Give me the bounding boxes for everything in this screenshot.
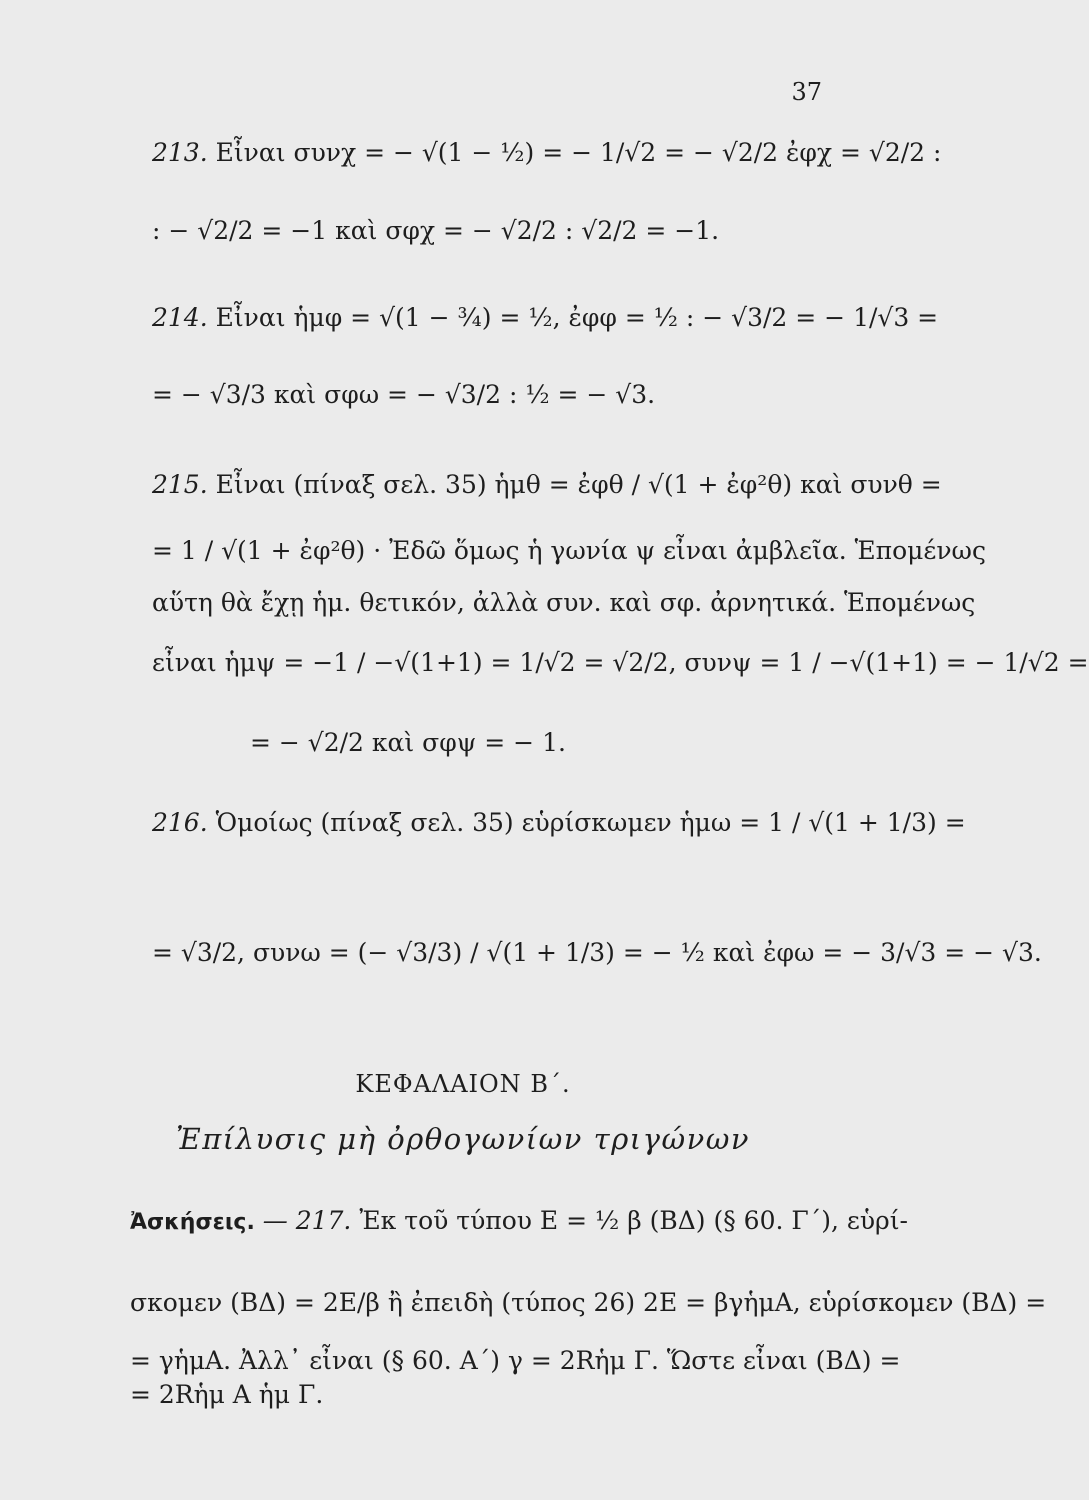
exercise-214-line-2 [152, 382, 655, 407]
exercise-217-line-4 [130, 1382, 323, 1407]
exercise-215-line-1 [152, 472, 942, 497]
exercise-215-line-5 [250, 730, 566, 755]
exercises-label: Ἀσκήσεις. [130, 1210, 255, 1235]
exercise-217-line-3 [130, 1348, 900, 1373]
page-number: 37 [791, 78, 822, 106]
exercise-215-line-4 [152, 650, 1089, 675]
exercise-213-line-2 [152, 218, 719, 243]
exercise-215-number: 215. [152, 470, 208, 499]
exercise-214-line-1 [152, 305, 938, 330]
exercise-215-text-5: = − √2/2 καὶ σφψ = − 1. [250, 728, 566, 757]
exercise-217-text-4: = 2Rἡμ Α ἡμ Γ. [130, 1380, 324, 1409]
exercise-214-text-1: Εἶναι ἡμφ = √(1 − ¾) = ½, ἐφφ = ½ : − √3/2 = − 1/√3 = [215, 303, 939, 332]
exercise-215-text-4: εἶναι ἡμψ = −1 / −√(1+1) = 1/√2 = √2/2, συνψ = 1 / −√(1+1) = − 1/√2 = [152, 648, 1089, 677]
exercise-215-text-3: αὕτη θὰ ἔχῃ ἡμ. θετικόν, ἀλλὰ συν. καὶ σφ. ἀρνητικά. Ἑπομένως [152, 588, 976, 617]
exercise-217-text-2: σκομεν (ΒΔ) = 2Ε/β ἢ ἐπειδὴ (τύπος 26) 2Ε = βγἡμΑ, εὑρίσκομεν (ΒΔ) = [130, 1288, 1047, 1317]
exercise-217-line-2 [130, 1290, 1046, 1315]
chapter-heading: ΚΕΦΑΛΑΙΟΝ Β΄. [355, 1070, 571, 1098]
exercise-216-text-2: = √3/2, συνω = (− √3/3) / √(1 + 1/3) = − ½ καὶ ἐφω = − 3/√3 = − √3. [152, 938, 1042, 967]
exercise-217-line-1 [130, 1208, 908, 1234]
exercise-216-number: 216. [152, 808, 208, 837]
exercise-215-line-2 [152, 538, 986, 563]
exercise-215-line-3 [152, 590, 975, 615]
exercise-214-number: 214. [152, 303, 208, 332]
exercise-215-text-2: = 1 / √(1 + ἐφ²θ) · Ἐδῶ ὅμως ἡ γωνία ψ εἶναι ἀμβλεῖα. Ἑπομένως [152, 536, 986, 565]
exercise-216-line-1 [152, 810, 966, 835]
exercise-215-text-1: Εἶναι (πίναξ σελ. 35) ἡμθ = ἐφθ / √(1 + ἐφ²θ) καὶ συνθ = [215, 470, 942, 499]
exercise-214-text-2: = − √3/3 καὶ σφω = − √3/2 : ½ = − √3. [152, 380, 656, 409]
section-title: Ἐπίλυσις μὴ ὀρθογωνίων τριγώνων [176, 1122, 750, 1156]
exercise-217-number: — 217. [262, 1206, 352, 1235]
exercise-213-line-1 [152, 140, 941, 165]
exercise-217-text-1: Ἐκ τοῦ τύπου Ε = ½ β (ΒΔ) (§ 60. Γ΄), εὑρί- [359, 1206, 908, 1235]
exercise-213-text-1: Εἶναι συνχ = − √(1 − ½) = − 1/√2 = − √2/2 ἐφχ = √2/2 : [215, 138, 942, 167]
exercise-217-text-3: = γἡμΑ. Ἀλλ᾽ εἶναι (§ 60. Α΄) γ = 2Rἡμ Γ. Ὥστε εἶναι (ΒΔ) = [130, 1346, 901, 1375]
exercise-213-number: 213. [152, 138, 208, 167]
exercise-216-text-1: Ὁμοίως (πίναξ σελ. 35) εὑρίσκωμεν ἡμω = 1 / √(1 + 1/3) = [215, 808, 966, 837]
exercise-216-line-2 [152, 940, 1042, 965]
exercise-213-text-2: : − √2/2 = −1 καὶ σφχ = − √2/2 : √2/2 = −1. [152, 216, 720, 245]
